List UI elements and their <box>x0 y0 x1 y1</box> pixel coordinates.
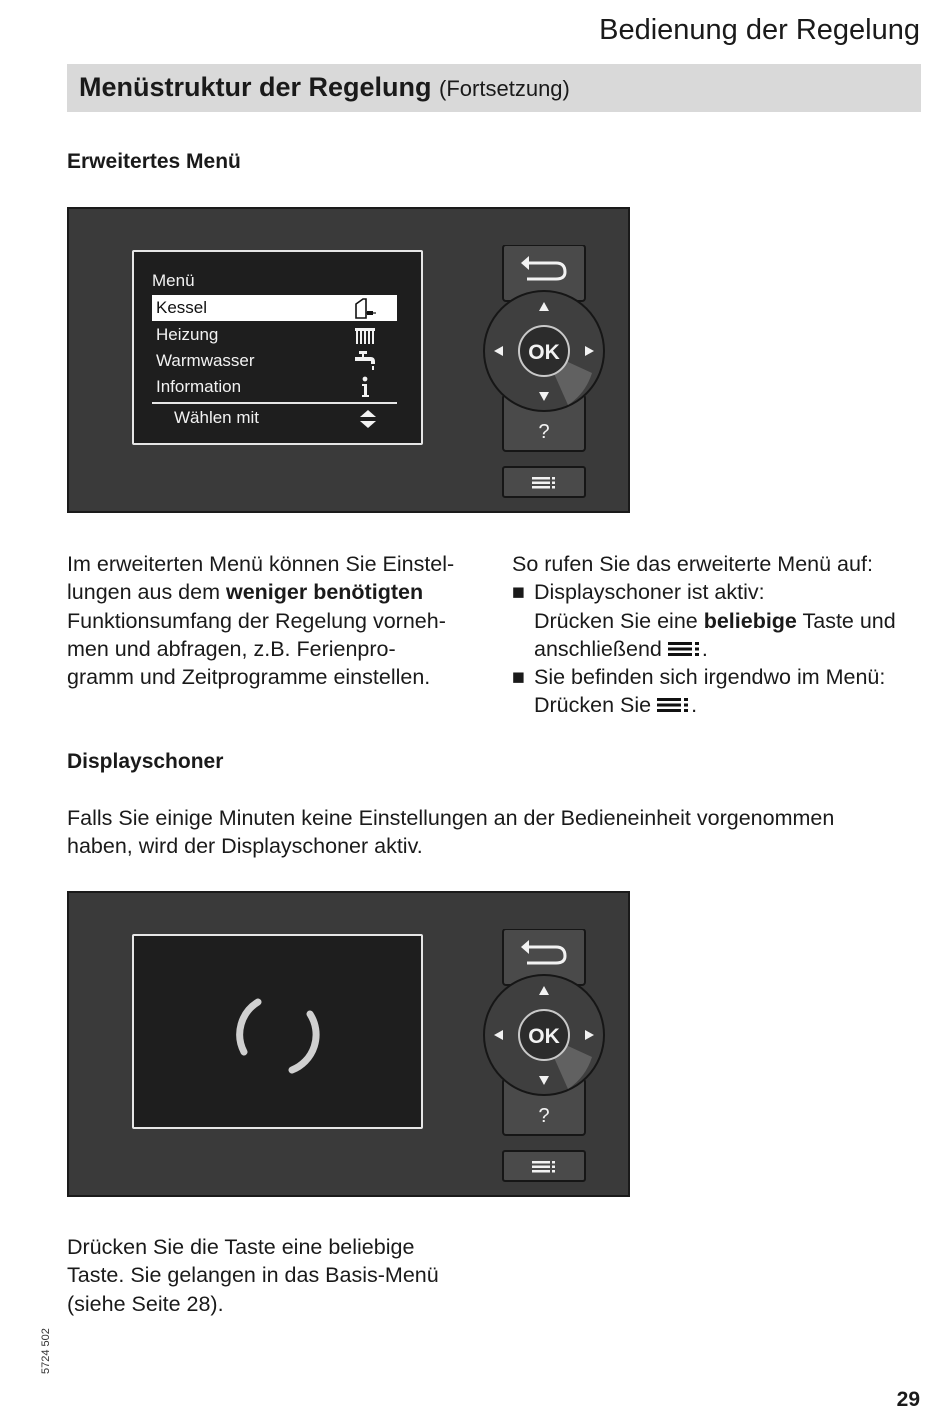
control-unit-menu <box>67 207 630 513</box>
info-icon <box>353 376 377 398</box>
heading-displayschoner: Displayschoner <box>67 750 224 773</box>
ok-label: OK <box>528 1025 560 1048</box>
display-screen <box>132 250 423 445</box>
menu-item-information: Information <box>152 374 397 400</box>
document-code: 5724 502 <box>40 1328 52 1374</box>
control-unit-screensaver <box>67 891 630 1197</box>
screen-divider <box>152 402 397 404</box>
displayschoner-instruction: Drücken Sie die Taste eine beliebige Taste. Sie gelangen in das Basis-Menü (siehe Seite 28). <box>67 1235 439 1316</box>
menu-item-kessel: Kessel <box>152 295 397 321</box>
menu-item-warmwasser: Warmwasser <box>152 348 397 374</box>
section-subtitle: (Fortsetzung) <box>439 76 570 101</box>
page-number: 29 <box>896 1388 920 1411</box>
menu-item-heizung: Heizung <box>152 322 397 348</box>
control-keypad <box>482 245 606 505</box>
heading-erweitertes-menu: Erweitertes Menü <box>67 150 241 173</box>
bullet-1: ■ Displayschoner ist aktiv: Drücken Sie eine beliebige Taste und anschließend . <box>512 580 896 661</box>
screensaver-spinner-icon <box>230 992 326 1076</box>
instructions: So rufen Sie das erweiterte Menü auf: ■ Displayschoner ist aktiv: Drücken Sie eine beliebige Taste und anschließend . ■ Sie befinden sich irgendwo im Menü: Drücken Sie . <box>512 550 927 720</box>
menu-key-icon <box>668 641 702 657</box>
help-label: ? <box>538 421 550 443</box>
up-down-arrows-icon <box>359 409 377 429</box>
bullet-square: ■ <box>512 580 525 605</box>
display-screen-screensaver <box>132 934 423 1129</box>
control-keypad-2 <box>482 929 606 1189</box>
help-label: ? <box>538 1105 550 1127</box>
section-title: Menüstruktur der Regelung (Fortsetzung) <box>79 72 570 102</box>
running-header: Bedienung der Regelung <box>599 14 920 46</box>
boiler-icon <box>353 297 377 319</box>
screen-footer-text: Wählen mit <box>174 408 260 427</box>
section-bar <box>67 64 921 112</box>
displayschoner-paragraph: Falls Sie einige Minuten keine Einstellungen an der Bedieneinheit vorgenommen haben, wird der Displayschoner aktiv. <box>67 806 835 859</box>
screen-title: Menü <box>152 271 195 290</box>
radiator-icon <box>353 324 377 346</box>
ok-label: OK <box>528 341 560 364</box>
intro-paragraph: Im erweiterten Menü können Sie Einstel- lungen aus dem weniger benötigten Funktionsumfang der Regelung vorneh- men und abfragen, z.B. Ferienpro- gramm und Zeitprogramme einstellen. <box>67 552 455 690</box>
menu-key-icon <box>657 697 691 713</box>
bullet-square: ■ <box>512 665 525 690</box>
tap-icon <box>353 350 377 372</box>
bullet-2: ■ Sie befinden sich irgendwo im Menü: Drücken Sie . <box>512 665 886 718</box>
